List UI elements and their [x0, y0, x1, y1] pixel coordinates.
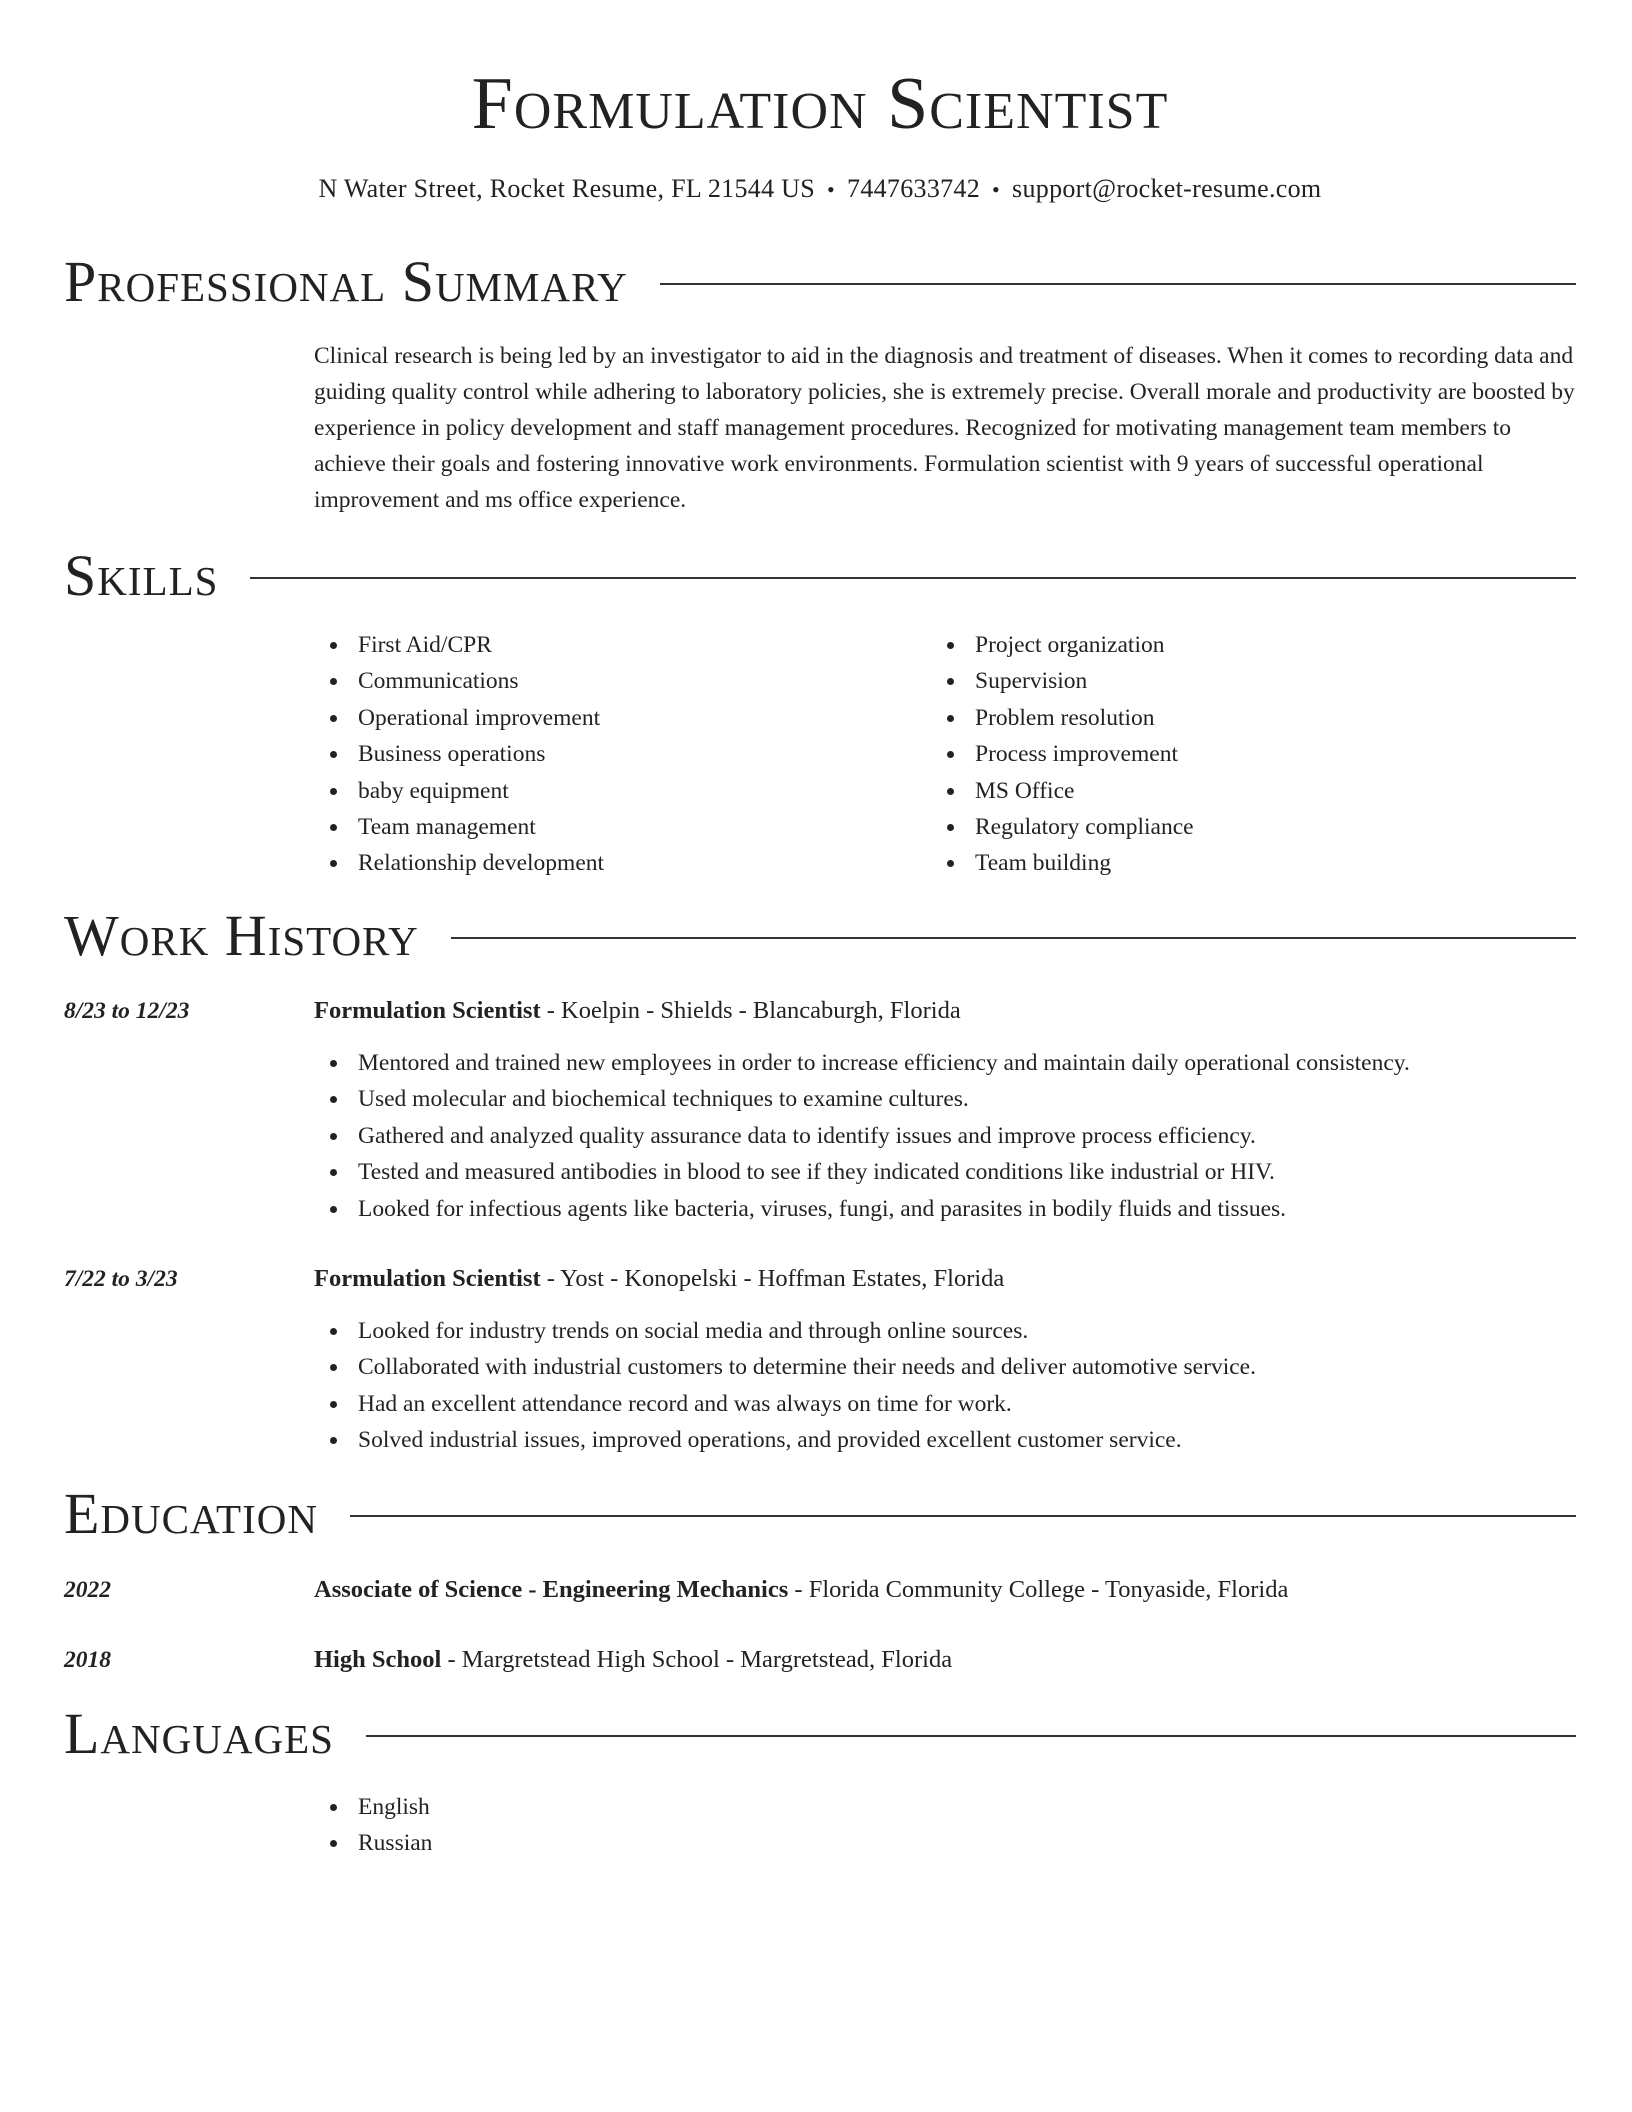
- skills-heading: Skills: [64, 543, 219, 608]
- resume-name: Formulation Scientist: [471, 63, 1169, 145]
- job-duty: Looked for industry trends on social media and through online sources.: [314, 1313, 1576, 1349]
- education-heading-line: [314, 1643, 1576, 1677]
- skill-item: Business operations: [314, 736, 931, 772]
- job-duties: [314, 1313, 1576, 1459]
- job-duty: Used molecular and biochemical techniques to examine cultures.: [314, 1081, 1576, 1117]
- contact-separator: •: [827, 177, 836, 202]
- job-entry: [314, 994, 1576, 1227]
- summary-section-header: [64, 250, 1576, 314]
- skills-column-left: [314, 627, 931, 882]
- skills-column-right: [931, 627, 1548, 882]
- section-divider: [451, 937, 1576, 939]
- work-heading: Work History: [64, 903, 419, 968]
- job-employer: - Koelpin - Shields - Blancaburgh, Florida: [540, 997, 961, 1024]
- contact-phone: 7447633742: [847, 174, 981, 203]
- job-employer: - Yost - Konopelski - Hoffman Estates, Florida: [540, 1265, 1005, 1292]
- section-divider: [350, 1515, 1576, 1517]
- education-section-header: [64, 1482, 1576, 1546]
- skill-item: Process improvement: [931, 736, 1548, 772]
- job-heading: [314, 994, 1576, 1028]
- summary-heading: Professional Summary: [64, 249, 628, 314]
- job-dates: 7/22 to 3/23: [64, 1266, 178, 1292]
- skill-item: baby equipment: [314, 773, 931, 809]
- job-duty: Mentored and trained new employees in order to increase efficiency and maintain daily operational consistency.: [314, 1045, 1576, 1081]
- skill-item: MS Office: [931, 773, 1548, 809]
- job-dates: 8/23 to 12/23: [64, 998, 190, 1024]
- skill-item: Supervision: [931, 663, 1548, 699]
- contact-address: N Water Street, Rocket Resume, FL 21544 US: [318, 174, 816, 203]
- contact-email: support@rocket-resume.com: [1012, 174, 1322, 203]
- job-duty: Solved industrial issues, improved operations, and provided excellent customer service.: [314, 1422, 1576, 1458]
- contact-line: [64, 172, 1576, 207]
- contact-separator: •: [992, 177, 1001, 202]
- skill-item: Problem resolution: [931, 700, 1548, 736]
- job-duty: Tested and measured antibodies in blood to see if they indicated conditions like industrial or HIV.: [314, 1154, 1576, 1190]
- education-school: - Florida Community College - Tonyaside, Florida: [788, 1576, 1289, 1603]
- languages-heading: Languages: [64, 1701, 334, 1766]
- education-school: - Margretstead High School - Margretstead, Florida: [441, 1646, 953, 1673]
- job-title: Formulation Scientist: [314, 997, 541, 1024]
- section-divider: [250, 577, 1576, 579]
- skill-item: Project organization: [931, 627, 1548, 663]
- education-year: 2022: [64, 1577, 111, 1603]
- language-item: English: [314, 1789, 1576, 1825]
- languages-section-header: [64, 1702, 1576, 1766]
- education-heading: Education: [64, 1481, 318, 1546]
- skill-item: First Aid/CPR: [314, 627, 931, 663]
- skill-item: Team management: [314, 809, 931, 845]
- resume-page: [64, 0, 1576, 1857]
- education-heading-line: [314, 1573, 1576, 1607]
- skill-item: Relationship development: [314, 845, 931, 881]
- skill-item: Regulatory compliance: [931, 809, 1548, 845]
- section-divider: [660, 283, 1576, 285]
- job-entry: [314, 1262, 1576, 1459]
- work-section-header: [64, 904, 1576, 968]
- language-item: Russian: [314, 1825, 1576, 1861]
- education-year: 2018: [64, 1647, 111, 1673]
- education-degree: High School: [314, 1646, 442, 1673]
- skill-item: Communications: [314, 663, 931, 699]
- job-duties: [314, 1045, 1576, 1227]
- job-heading: [314, 1262, 1576, 1296]
- summary-body: [314, 338, 1576, 518]
- skills-section-header: [64, 544, 1576, 608]
- education-entry: [314, 1643, 1576, 1677]
- education-degree: Associate of Science - Engineering Mechanics: [314, 1576, 789, 1603]
- job-title: Formulation Scientist: [314, 1265, 541, 1292]
- languages-list: [314, 1789, 1576, 1862]
- education-entry: [314, 1573, 1576, 1607]
- job-duty: Gathered and analyzed quality assurance data to identify issues and improve process efficiency.: [314, 1118, 1576, 1154]
- skill-item: Operational improvement: [314, 700, 931, 736]
- summary-text: Clinical research is being led by an investigator to aid in the diagnosis and treatment of diseases. When it comes to recording data and guiding quality control while adhering to laboratory policies, she is extremely precise. Overall morale and productivity are boosted by experience in policy development and staff management procedures. Recognized for motivating management team members to achieve their goals and fostering innovative work environments. Formulation scientist with 9 years of successful operational improvement and ms office experience.: [314, 343, 1575, 513]
- skill-item: Team building: [931, 845, 1548, 881]
- skills-list: [314, 627, 1576, 882]
- section-divider: [366, 1735, 1576, 1737]
- job-duty: Looked for infectious agents like bacteria, viruses, fungi, and parasites in bodily fluids and tissues.: [314, 1191, 1576, 1227]
- job-duty: Collaborated with industrial customers to determine their needs and deliver automotive service.: [314, 1349, 1576, 1385]
- job-duty: Had an excellent attendance record and was always on time for work.: [314, 1386, 1576, 1422]
